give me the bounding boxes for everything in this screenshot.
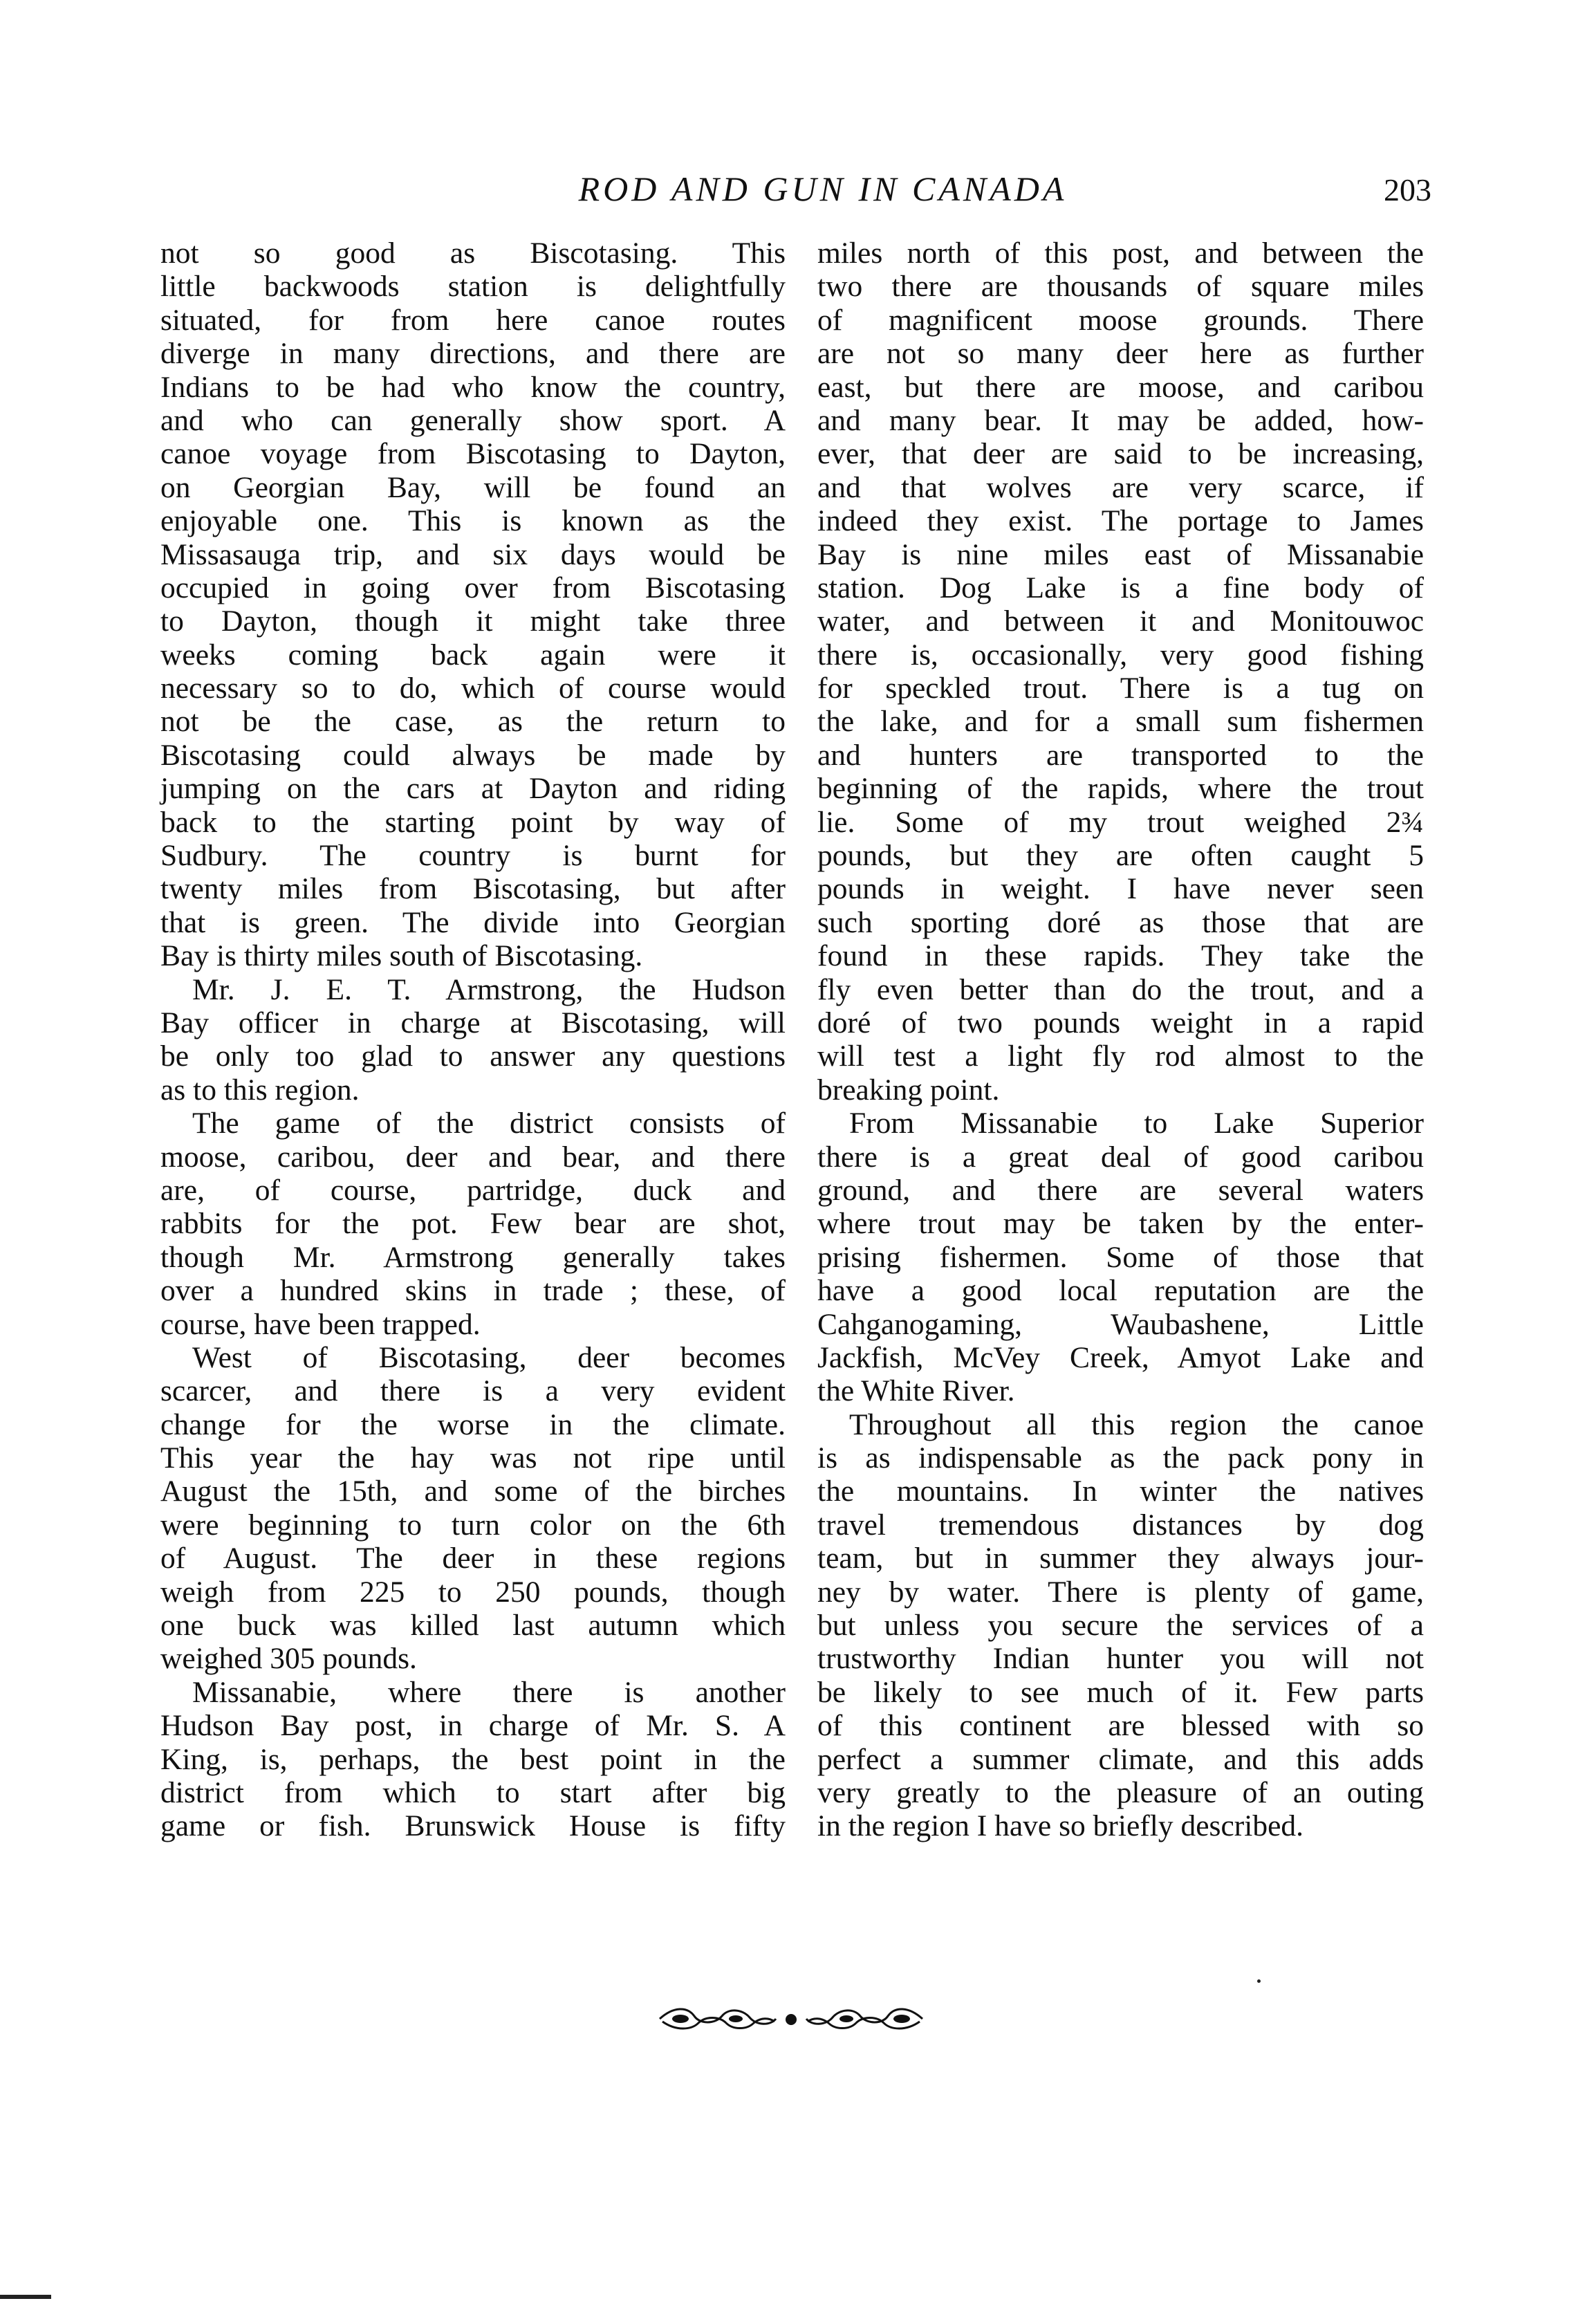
right-text-column bbox=[817, 237, 1424, 1843]
text-line: are not so many deer here as further bbox=[817, 337, 1424, 371]
text-line: Hudson Bay post, in charge of Mr. S. A bbox=[160, 1709, 786, 1743]
text-line: is as indispensable as the pack pony in bbox=[817, 1441, 1424, 1475]
text-line: weighed 305 pounds. bbox=[160, 1642, 417, 1676]
text-line: have a good local reputation are the bbox=[817, 1274, 1424, 1308]
text-line: very greatly to the pleasure of an outing bbox=[817, 1775, 1424, 1809]
text-line: jumping on the cars at Dayton and riding bbox=[160, 772, 786, 806]
text-line: Cahganogaming, Waubashene, Little bbox=[817, 1307, 1424, 1341]
text-line: Indians to be had who know the country, bbox=[160, 370, 786, 404]
text-line: travel tremendous distances by dog bbox=[817, 1508, 1424, 1542]
text-line: ney by water. There is plenty of game, bbox=[817, 1575, 1424, 1609]
text-line: of magnificent moose grounds. There bbox=[817, 303, 1424, 337]
text-line: This year the hay was not ripe until bbox=[160, 1441, 786, 1475]
scan-edge-mark bbox=[0, 2295, 51, 2299]
text-line: Missasauga trip, and six days would be bbox=[160, 537, 786, 571]
text-line: for speckled trout. There is a tug on bbox=[817, 672, 1424, 705]
text-line: rabbits for the pot. Few bear are shot, bbox=[160, 1207, 786, 1241]
text-line: one buck was killed last autumn which bbox=[160, 1609, 786, 1643]
text-line: beginning of the rapids, where the trout bbox=[817, 772, 1424, 806]
text-line: district from which to start after big bbox=[160, 1775, 786, 1809]
text-line: and many bear. It may be added, how- bbox=[817, 403, 1424, 437]
text-line: perfect a summer climate, and this adds bbox=[817, 1742, 1424, 1776]
text-line: diverge in many directions, and there are bbox=[160, 337, 786, 371]
text-line: Biscotasing could always be made by bbox=[160, 738, 786, 772]
text-line: Bay is thirty miles south of Biscotasing. bbox=[160, 939, 643, 973]
text-line: east, but there are moose, and caribou bbox=[817, 370, 1424, 404]
text-line: game or fish. Brunswick House is fifty bbox=[160, 1809, 786, 1843]
text-line: to Dayton, though it might take three bbox=[160, 604, 786, 638]
text-line: August the 15th, and some of the birches bbox=[160, 1475, 786, 1508]
text-line: were beginning to turn color on the 6th bbox=[160, 1508, 786, 1542]
text-line: moose, caribou, deer and bear, and there bbox=[160, 1140, 786, 1174]
text-line: pounds, but they are often caught 5 bbox=[817, 839, 1424, 873]
text-line: such sporting doré as those that are bbox=[817, 905, 1424, 939]
text-line: as to this region. bbox=[160, 1073, 360, 1107]
text-line: will test a light fly rod almost to the bbox=[817, 1039, 1424, 1073]
text-line: there is a great deal of good caribou bbox=[817, 1140, 1424, 1174]
text-line: be likely to see much of it. Few parts bbox=[817, 1675, 1424, 1709]
text-line: ground, and there are several waters bbox=[817, 1173, 1424, 1207]
text-line: Jackfish, McVey Creek, Amyot Lake and bbox=[817, 1340, 1424, 1374]
left-text-column bbox=[160, 237, 786, 1843]
text-line: weeks coming back again were it bbox=[160, 638, 786, 672]
text-line: breaking point. bbox=[817, 1073, 1000, 1107]
text-line: of this continent are blessed with so bbox=[817, 1709, 1424, 1743]
text-line: West of Biscotasing, deer becomes bbox=[192, 1340, 786, 1374]
text-line: trustworthy Indian hunter you will not bbox=[817, 1642, 1424, 1676]
text-line: The game of the district consists of bbox=[192, 1107, 786, 1140]
text-line: fly even better than do the trout, and a bbox=[817, 972, 1424, 1006]
text-line: of August. The deer in these regions bbox=[160, 1542, 786, 1575]
text-line: and who can generally show sport. A bbox=[160, 403, 786, 437]
text-line: found in these rapids. They take the bbox=[817, 939, 1424, 973]
text-line: Bay is nine miles east of Missanabie bbox=[817, 537, 1424, 571]
page-number: 203 bbox=[1384, 172, 1431, 207]
text-line: Missanabie, where there is another bbox=[192, 1675, 786, 1709]
text-line: be only too glad to answer any questions bbox=[160, 1039, 786, 1073]
text-line: situated, for from here canoe routes bbox=[160, 303, 786, 337]
text-line: are, of course, partridge, duck and bbox=[160, 1173, 786, 1207]
text-line: scarcer, and there is a very evident bbox=[160, 1374, 786, 1408]
text-line: the lake, and for a small sum fishermen bbox=[817, 705, 1424, 739]
text-line: two there are thousands of square miles bbox=[817, 270, 1424, 304]
text-line: lie. Some of my trout weighed 2¾ bbox=[817, 805, 1424, 839]
text-line: twenty miles from Biscotasing, but after bbox=[160, 872, 786, 906]
text-line: that is green. The divide into Georgian bbox=[160, 905, 786, 939]
running-header-title: ROD AND GUN IN CANADA bbox=[578, 169, 1068, 208]
text-line: the mountains. In winter the natives bbox=[817, 1475, 1424, 1508]
text-line: and that wolves are very scarce, if bbox=[817, 470, 1424, 504]
text-line: though Mr. Armstrong generally takes bbox=[160, 1240, 786, 1274]
text-line: not so good as Biscotasing. This bbox=[160, 237, 786, 270]
text-line: doré of two pounds weight in a rapid bbox=[817, 1006, 1424, 1039]
text-line: station. Dog Lake is a fine body of bbox=[817, 571, 1424, 604]
text-line: necessary so to do, which of course would bbox=[160, 672, 786, 705]
text-line: enjoyable one. This is known as the bbox=[160, 504, 786, 538]
text-line: Bay officer in charge at Biscotasing, will bbox=[160, 1006, 786, 1039]
text-line: prising fishermen. Some of those that bbox=[817, 1240, 1424, 1274]
text-line: occupied in going over from Biscotasing bbox=[160, 571, 786, 604]
text-line: little backwoods station is delightfully bbox=[160, 270, 786, 304]
text-line: on Georgian Bay, will be found an bbox=[160, 470, 786, 504]
text-line: not be the case, as the return to bbox=[160, 705, 786, 739]
text-line: indeed they exist. The portage to James bbox=[817, 504, 1424, 538]
text-line: ever, that deer are said to be increasing, bbox=[817, 437, 1424, 471]
text-line: Sudbury. The country is burnt for bbox=[160, 839, 786, 873]
text-line: team, but in summer they always jour- bbox=[817, 1542, 1424, 1575]
text-line: change for the worse in the climate. bbox=[160, 1407, 786, 1441]
text-line: water, and between it and Monitouwoc bbox=[817, 604, 1424, 638]
text-line: pounds in weight. I have never seen bbox=[817, 872, 1424, 906]
text-line: and hunters are transported to the bbox=[817, 738, 1424, 772]
text-line: From Missanabie to Lake Superior bbox=[849, 1107, 1424, 1140]
stray-ink-dot bbox=[1257, 1979, 1261, 1983]
text-line: where trout may be taken by the enter- bbox=[817, 1207, 1424, 1241]
text-line: Throughout all this region the canoe bbox=[849, 1407, 1424, 1441]
text-line: course, have been trapped. bbox=[160, 1307, 481, 1341]
text-line: the White River. bbox=[817, 1374, 1015, 1408]
text-line: in the region I have so briefly described. bbox=[817, 1809, 1304, 1843]
text-line: canoe voyage from Biscotasing to Dayton, bbox=[160, 437, 786, 471]
text-line: Mr. J. E. T. Armstrong, the Hudson bbox=[192, 972, 786, 1006]
text-line: back to the starting point by way of bbox=[160, 805, 786, 839]
text-line: there is, occasionally, very good fishing bbox=[817, 638, 1424, 672]
text-line: King, is, perhaps, the best point in the bbox=[160, 1742, 786, 1776]
text-line: weigh from 225 to 250 pounds, though bbox=[160, 1575, 786, 1609]
decorative-end-ornament bbox=[653, 2002, 929, 2035]
text-line: miles north of this post, and between the bbox=[817, 237, 1424, 270]
text-line: over a hundred skins in trade ; these, of bbox=[160, 1274, 786, 1308]
text-line: but unless you secure the services of a bbox=[817, 1609, 1424, 1643]
